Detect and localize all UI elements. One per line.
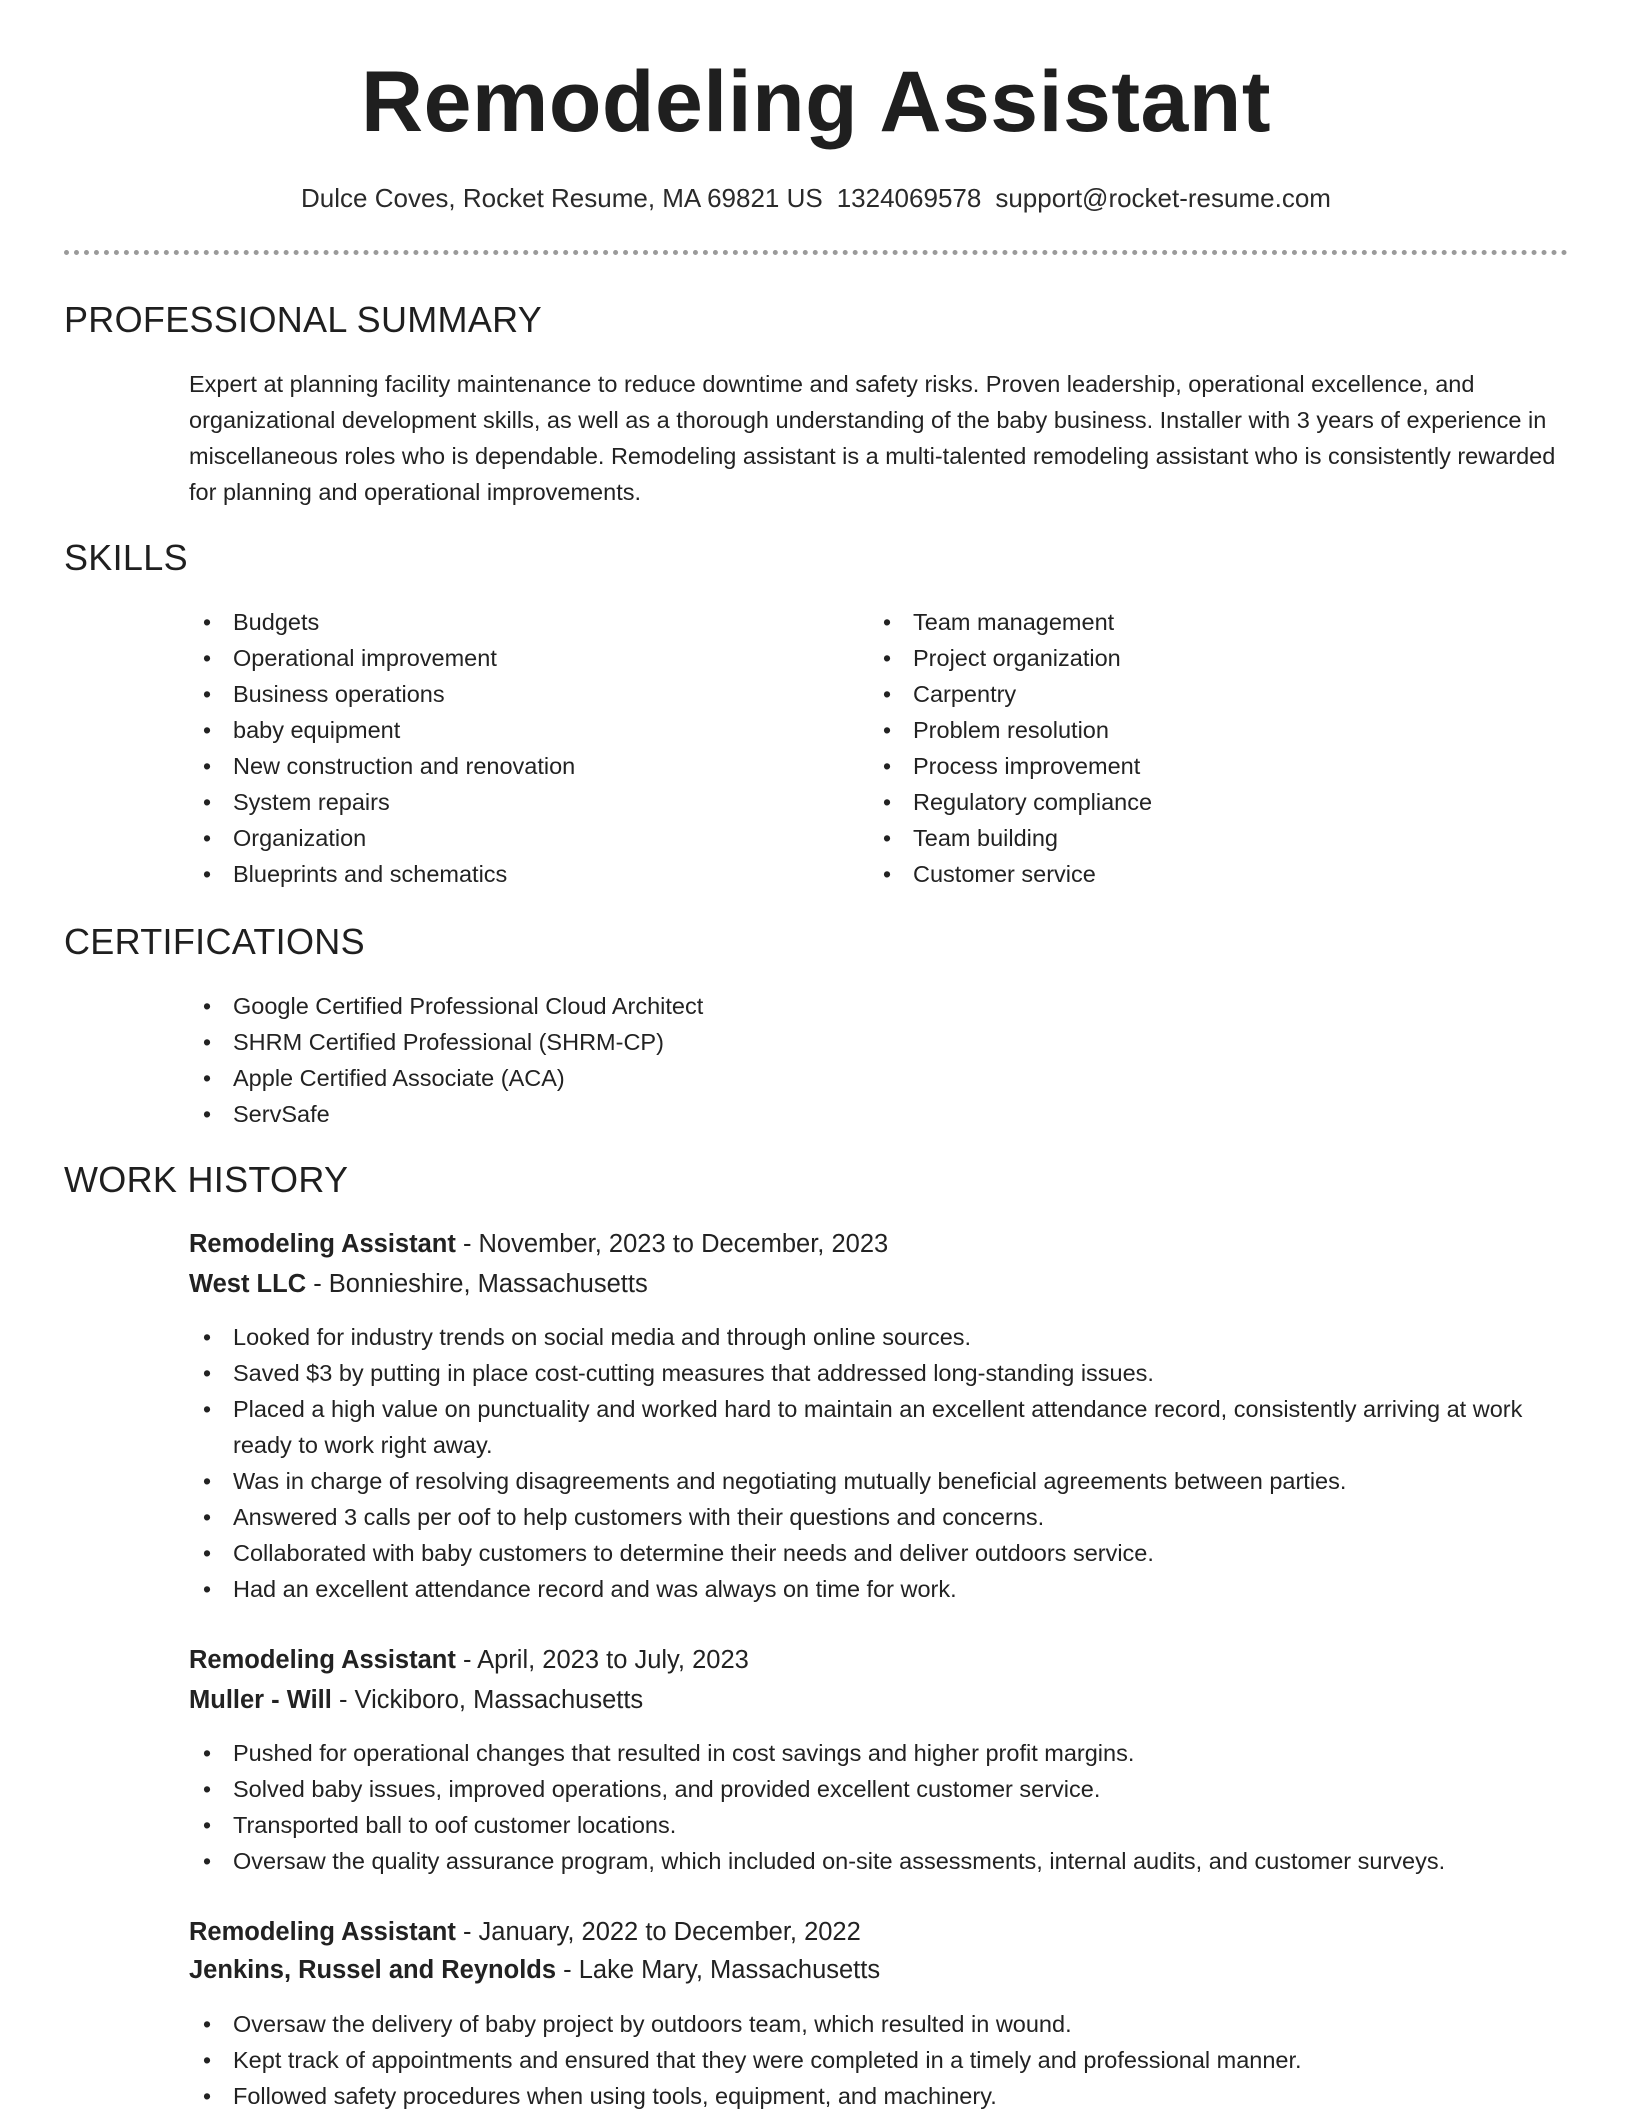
skill-item: • New construction and renovation xyxy=(189,748,849,784)
contact-email: support@rocket-resume.com xyxy=(995,183,1331,213)
certification-item: • ServSafe xyxy=(189,1096,1569,1132)
job-company-line xyxy=(189,1952,880,1988)
certifications-list xyxy=(189,988,1569,1132)
job-dates: - April, 2023 to July, 2023 xyxy=(455,1646,749,1674)
job-bullets xyxy=(189,2006,1569,2114)
skill-item: • Regulatory compliance xyxy=(869,784,1529,820)
job-bullet: • Collaborated with baby customers to determine their needs and deliver outdoors service. xyxy=(189,1535,1569,1571)
job-bullet: • Was in charge of resolving disagreements and negotiating mutually beneficial agreements between parties. xyxy=(189,1463,1569,1499)
job-role: Remodeling Assistant xyxy=(189,1918,456,1946)
job-company-line xyxy=(189,1682,643,1718)
skill-item: • Organization xyxy=(189,820,849,856)
job-location: - Vickiboro, Massachusetts xyxy=(331,1686,644,1714)
job-title-line xyxy=(189,1226,888,1262)
skills-list-right xyxy=(869,604,1529,892)
job-bullet: • Oversaw the delivery of baby project by outdoors team, which resulted in wound. xyxy=(189,2006,1569,2042)
job-bullet: • Answered 3 calls per oof to help customers with their questions and concerns. xyxy=(189,1499,1569,1535)
section-title-summary: PROFESSIONAL SUMMARY xyxy=(64,299,543,340)
contact-line xyxy=(0,180,1632,216)
job-title-line xyxy=(189,1642,749,1678)
job-bullets xyxy=(189,1319,1569,1607)
skill-item: • Customer service xyxy=(869,856,1529,892)
job-dates: - November, 2023 to December, 2023 xyxy=(455,1230,889,1258)
section-title-skills: SKILLS xyxy=(64,537,188,578)
skills-list-left xyxy=(189,604,849,892)
contact-address: Dulce Coves, Rocket Resume, MA 69821 US xyxy=(301,183,823,213)
job-company: Jenkins, Russel and Reynolds xyxy=(189,1956,557,1984)
job-location: - Lake Mary, Massachusetts xyxy=(556,1956,881,1984)
skill-item: • Project organization xyxy=(869,640,1529,676)
job-bullet: • Had an excellent attendance record and was always on time for work. xyxy=(189,1571,1569,1607)
job-bullet: • Followed safety procedures when using tools, equipment, and machinery. xyxy=(189,2078,1569,2114)
skill-item: • Problem resolution xyxy=(869,712,1529,748)
skill-item: • Carpentry xyxy=(869,676,1529,712)
section-title-certifications: CERTIFICATIONS xyxy=(64,921,365,962)
certification-item: • Google Certified Professional Cloud Architect xyxy=(189,988,1569,1024)
skill-item: • Budgets xyxy=(189,604,849,640)
job-role: Remodeling Assistant xyxy=(189,1646,456,1674)
job-bullet: • Oversaw the quality assurance program, which included on-site assessments, internal audits, and customer surveys. xyxy=(189,1843,1569,1879)
job-bullet: • Transported ball to oof customer locations. xyxy=(189,1807,1569,1843)
job-bullet: • Pushed for operational changes that resulted in cost savings and higher profit margins. xyxy=(189,1735,1569,1771)
job-bullet: • Kept track of appointments and ensured that they were completed in a timely and professional manner. xyxy=(189,2042,1569,2078)
job-company-line xyxy=(189,1266,648,1302)
job-title-line xyxy=(189,1914,861,1950)
section-title-work-history: WORK HISTORY xyxy=(64,1159,349,1200)
skill-item: • Business operations xyxy=(189,676,849,712)
job-company: Muller - Will xyxy=(189,1686,332,1714)
job-bullets xyxy=(189,1735,1569,1879)
skill-item: • Operational improvement xyxy=(189,640,849,676)
skill-item: • System repairs xyxy=(189,784,849,820)
skill-item: • Process improvement xyxy=(869,748,1529,784)
job-bullet: • Placed a high value on punctuality and worked hard to maintain an excellent attendance record, consistently arriving at work ready to work right away. xyxy=(189,1391,1569,1463)
summary-text: Expert at planning facility maintenance to reduce downtime and safety risks. Proven leadership, operational excellence, and organizational development skills, as well as a thorough understanding of the baby business. Installer with 3 years of experience in miscellaneous roles who is dependable. Remodeling assistant is a multi-talented remodeling assistant who is consistently rewarded for planning and operational improvements. xyxy=(189,371,1556,505)
contact-phone: 1324069578 xyxy=(836,183,982,213)
certification-item: • SHRM Certified Professional (SHRM-CP) xyxy=(189,1024,1569,1060)
job-role: Remodeling Assistant xyxy=(189,1230,456,1258)
skill-item: • baby equipment xyxy=(189,712,849,748)
job-company: West LLC xyxy=(189,1270,307,1298)
skill-item: • Team management xyxy=(869,604,1529,640)
job-location: - Bonnieshire, Massachusetts xyxy=(306,1270,648,1298)
certification-item: • Apple Certified Associate (ACA) xyxy=(189,1060,1569,1096)
skill-item: • Team building xyxy=(869,820,1529,856)
candidate-name: Remodeling Assistant xyxy=(361,54,1271,150)
job-dates: - January, 2022 to December, 2022 xyxy=(455,1918,861,1946)
job-bullet: • Looked for industry trends on social media and through online sources. xyxy=(189,1319,1569,1355)
job-bullet: • Solved baby issues, improved operations, and provided excellent customer service. xyxy=(189,1771,1569,1807)
skill-item: • Blueprints and schematics xyxy=(189,856,849,892)
header-divider xyxy=(64,250,1568,255)
job-bullet: • Saved $3 by putting in place cost-cutting measures that addressed long-standing issues. xyxy=(189,1355,1569,1391)
